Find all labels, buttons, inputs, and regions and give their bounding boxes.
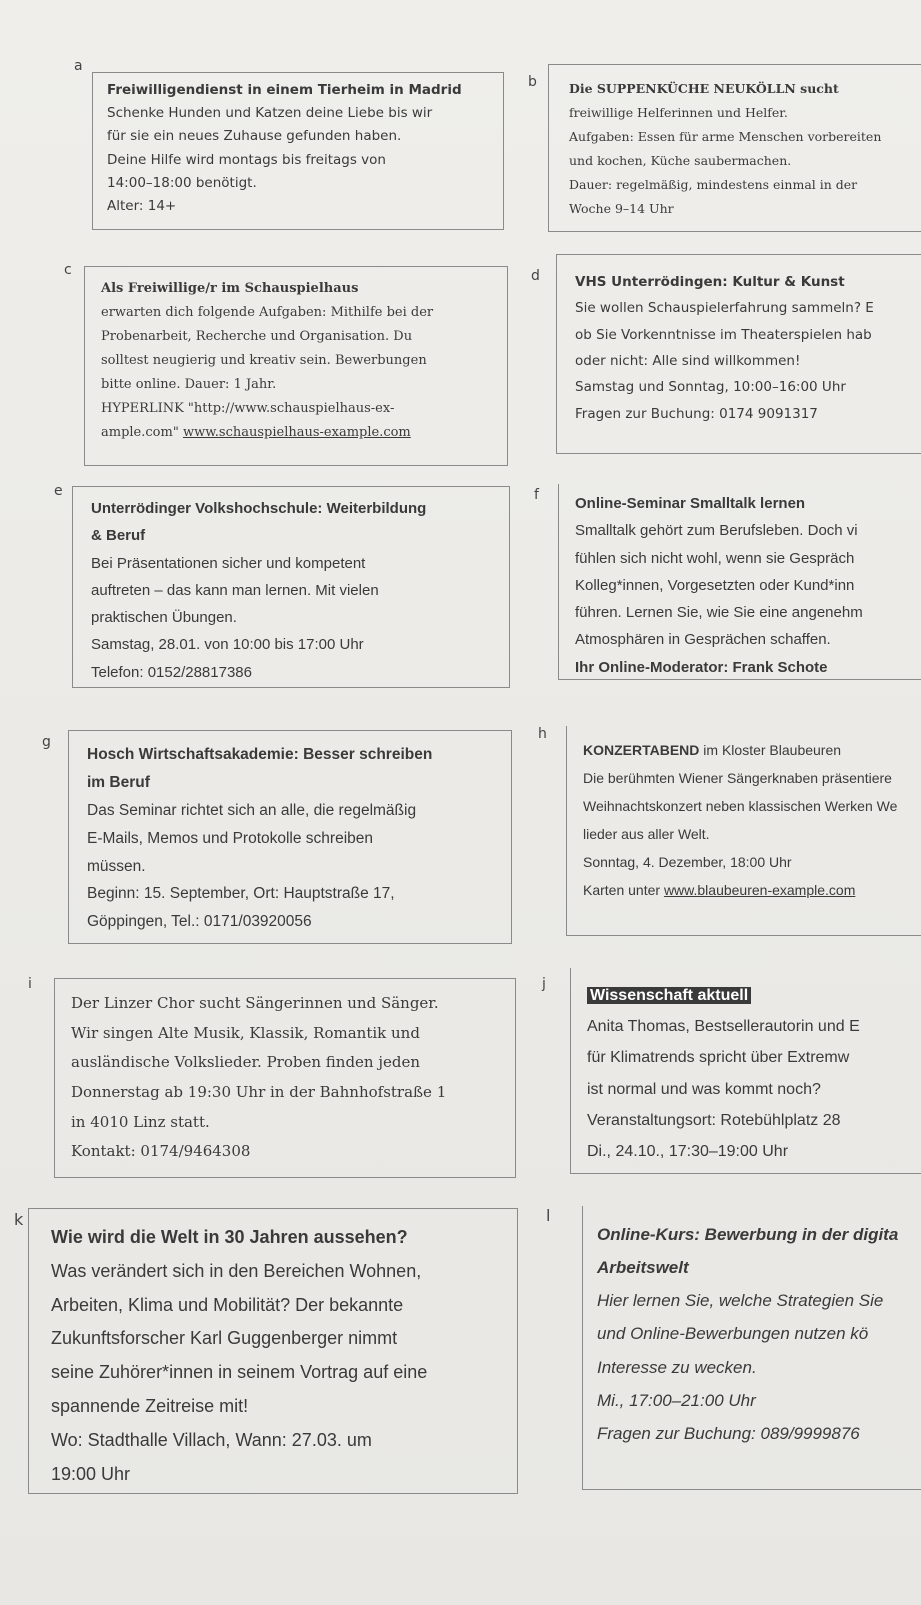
ad-i-letter: i (28, 976, 32, 992)
ad-b-line: Aufgaben: Essen für arme Menschen vorbereiten (569, 129, 882, 144)
ad-f-title: Online-Seminar Smalltalk lernen (575, 495, 806, 512)
ad-h-letter: h (538, 726, 547, 742)
ad-f (558, 484, 921, 680)
ad-i (54, 978, 516, 1178)
ad-k-line: Wo: Stadthalle Villach, Wann: 27.03. um (51, 1429, 372, 1450)
ad-i-line: ausländische Volkslieder. Proben finden jeden (71, 1053, 421, 1072)
ad-g-title-cont: im Beruf (87, 773, 150, 791)
ad-e-line: Samstag, 28.01. von 10:00 bis 17:00 Uhr (91, 636, 364, 654)
ad-e-line: auftreten – das kann man lernen. Mit vielen (91, 581, 379, 599)
ad-j (570, 968, 921, 1174)
ad-j-line: für Klimatrends spricht über Extremw (587, 1049, 850, 1067)
ad-e (72, 486, 510, 688)
ad-a-line: Alter: 14+ (107, 198, 177, 215)
ad-a-title: Freiwilligendienst in einem Tierheim in Madrid (107, 82, 462, 98)
ad-b-line: und kochen, Küche saubermachen. (569, 153, 792, 168)
ad-h (566, 726, 921, 936)
ad-g-line: müssen. (87, 857, 146, 875)
ad-l-line: Mi., 17:00–21:00 Uhr (597, 1390, 756, 1410)
ad-e-line: praktischen Übungen. (91, 609, 237, 627)
ad-i-line: Donnerstag ab 19:30 Uhr in der Bahnhofstraße 1 (71, 1083, 447, 1102)
ad-a-line: Deine Hilfe wird montags bis freitags von (107, 151, 386, 168)
ad-f-line: führen. Lernen Sie, wie Sie eine angenehm (575, 604, 863, 622)
ad-b-title: Die SUPPENKÜCHE NEUKÖLLN sucht (569, 81, 839, 96)
ad-l-line: Hier lernen Sie, welche Strategien Sie (597, 1291, 884, 1311)
ad-c-line (101, 421, 491, 445)
ad-b-line: freiwillige Helferinnen und Helfer. (569, 105, 788, 120)
ad-j-line: Di., 24.10., 17:30–19:00 Uhr (587, 1142, 789, 1160)
ad-a-letter: a (74, 58, 83, 74)
ad-f-letter: f (534, 487, 539, 503)
ad-b-letter: b (528, 74, 537, 90)
ad-a (92, 72, 504, 230)
ad-l-line: Fragen zur Buchung: 089/9999876 (597, 1423, 860, 1443)
ad-k-letter: k (14, 1210, 24, 1229)
ad-d (556, 254, 921, 454)
ad-l-letter: l (546, 1206, 551, 1225)
ad-j-title: Wissenschaft aktuell (587, 987, 751, 1004)
ad-f-line: Kolleg*innen, Vorgesetzten oder Kund*inn (575, 576, 855, 594)
ad-e-line: Telefon: 0152/28817386 (91, 663, 252, 681)
ad-b (548, 64, 921, 232)
ad-c-line: solltest neugierig und kreativ sein. Bewerbungen (101, 353, 427, 369)
ad-j-line: Anita Thomas, Bestsellerautorin und E (587, 1018, 860, 1036)
ad-l-line: Interesse zu wecken. (597, 1357, 757, 1377)
ad-i-line: Wir singen Alte Musik, Klassik, Romantik und (71, 1023, 420, 1042)
ad-h-tickets-prefix: Karten unter (583, 882, 664, 898)
ad-c-line: Probenarbeit, Recherche und Organisation. Du (101, 329, 413, 345)
ad-h-line: lieder aus aller Welt. (583, 826, 710, 842)
ad-c-line: erwarten dich folgende Aufgaben: Mithilfe bei der (101, 305, 434, 321)
ad-a-line: Schenke Hunden und Katzen deine Liebe bis wir (107, 105, 433, 122)
ad-d-line: oder nicht: Alle sind willkommen! (575, 352, 801, 369)
ad-c (84, 266, 508, 466)
ad-g-letter: g (42, 734, 51, 750)
ad-a-line: für sie ein neues Zuhause gefunden haben. (107, 128, 402, 145)
ad-j-title-row (587, 980, 912, 1011)
ad-f-line: Atmosphären in Gesprächen schaffen. (575, 631, 831, 649)
ad-k-line: Arbeiten, Klima und Mobilität? Der bekannte (51, 1294, 404, 1315)
ad-i-line: Kontakt: 0174/9464308 (71, 1142, 251, 1161)
ad-c-letter: c (64, 262, 72, 278)
ad-g (68, 730, 512, 944)
ad-k-line: 19:00 Uhr (51, 1463, 131, 1484)
ad-l-title-cont: Arbeitswelt (597, 1258, 689, 1278)
ad-h-link[interactable]: www.blaubeuren-example.com (663, 882, 856, 898)
ad-f-line: Smalltalk gehört zum Berufsleben. Doch vi (575, 522, 858, 540)
ad-h-tickets (583, 876, 912, 904)
ad-e-letter: e (54, 483, 63, 499)
ad-k-title: Wie wird die Welt in 30 Jahren aussehen? (51, 1227, 408, 1247)
ad-g-line: Beginn: 15. September, Ort: Hauptstraße 17, (87, 885, 395, 903)
ad-j-letter: j (542, 976, 546, 992)
ad-k-line: seine Zuhörer*innen in seinem Vortrag auf eine (51, 1362, 428, 1383)
ad-g-line: Das Seminar richtet sich an alle, die regelmäßig (87, 801, 417, 819)
ad-h-title (583, 736, 912, 764)
ad-c-title: Als Freiwillige/r im Schauspielhaus (101, 281, 359, 296)
ad-h-line: Die berühmten Wiener Sängerknaben präsentiere (583, 770, 892, 786)
ad-j-line: ist normal und was kommt noch? (587, 1080, 821, 1098)
ad-h-line: Sonntag, 4. Dezember, 18:00 Uhr (583, 854, 792, 870)
ad-c-link[interactable]: www.schauspielhaus-example.com (182, 425, 411, 441)
ad-g-line: E-Mails, Memos und Protokolle schreiben (87, 829, 374, 847)
ad-b-line: Dauer: regelmäßig, mindestens einmal in der (569, 177, 858, 192)
ad-a-line: 14:00–18:00 benötigt. (107, 174, 257, 191)
ad-d-letter: d (531, 268, 540, 284)
ad-k-line: spannende Zeitreise mit! (51, 1396, 249, 1417)
ad-d-line: Fragen zur Buchung: 0174 9091317 (575, 405, 818, 422)
ad-k (28, 1208, 518, 1494)
ad-c-line: HYPERLINK "http://www.schauspielhaus-ex- (101, 401, 395, 417)
ad-c-hyperlink-field: ample.com" (101, 425, 179, 441)
ad-h-title-bold: KONZERTABEND (583, 742, 700, 758)
ad-i-title: Der Linzer Chor sucht Sängerinnen und Sänger. (71, 994, 439, 1012)
ad-f-line: fühlen sich nicht wohl, wenn sie Gespräch (575, 549, 855, 567)
ad-e-title: Unterrödinger Volkshochschule: Weiterbildung (91, 500, 427, 517)
ad-l-title: Online-Kurs: Bewerbung in der digita (597, 1225, 899, 1244)
ad-b-line: Woche 9–14 Uhr (569, 201, 674, 216)
ad-h-line: Weihnachtskonzert neben klassischen Werken We (583, 798, 898, 814)
ad-g-line: Göppingen, Tel.: 0171/03920056 (87, 913, 312, 931)
ad-d-line: ob Sie Vorkenntnisse im Theaterspielen hab (575, 326, 872, 343)
ad-f-moderator: Ihr Online-Moderator: Frank Schote (575, 658, 828, 676)
ad-j-line: Veranstaltungsort: Rotebühlplatz 28 (587, 1111, 841, 1129)
ad-i-line: in 4010 Linz statt. (71, 1112, 210, 1131)
ad-h-title-rest: im Kloster Blaubeuren (699, 742, 842, 758)
ad-d-line: Sie wollen Schauspielerfahrung sammeln? E (575, 300, 874, 317)
ad-k-line: Zukunftsforscher Karl Guggenberger nimmt (51, 1328, 398, 1349)
ad-e-title-cont: & Beruf (91, 527, 146, 545)
ad-c-line: bitte online. Dauer: 1 Jahr. (101, 377, 277, 393)
ad-d-title: VHS Unterrödingen: Kultur & Kunst (575, 274, 845, 290)
ad-d-line: Samstag und Sonntag, 10:00–16:00 Uhr (575, 379, 846, 396)
ad-l-line: und Online-Bewerbungen nutzen kö (597, 1324, 869, 1344)
ad-e-line: Bei Präsentationen sicher und kompetent (91, 554, 366, 572)
ad-g-title: Hosch Wirtschaftsakademie: Besser schreiben (87, 746, 433, 763)
ad-k-line: Was verändert sich in den Bereichen Wohnen, (51, 1260, 422, 1281)
ad-l (582, 1206, 921, 1490)
